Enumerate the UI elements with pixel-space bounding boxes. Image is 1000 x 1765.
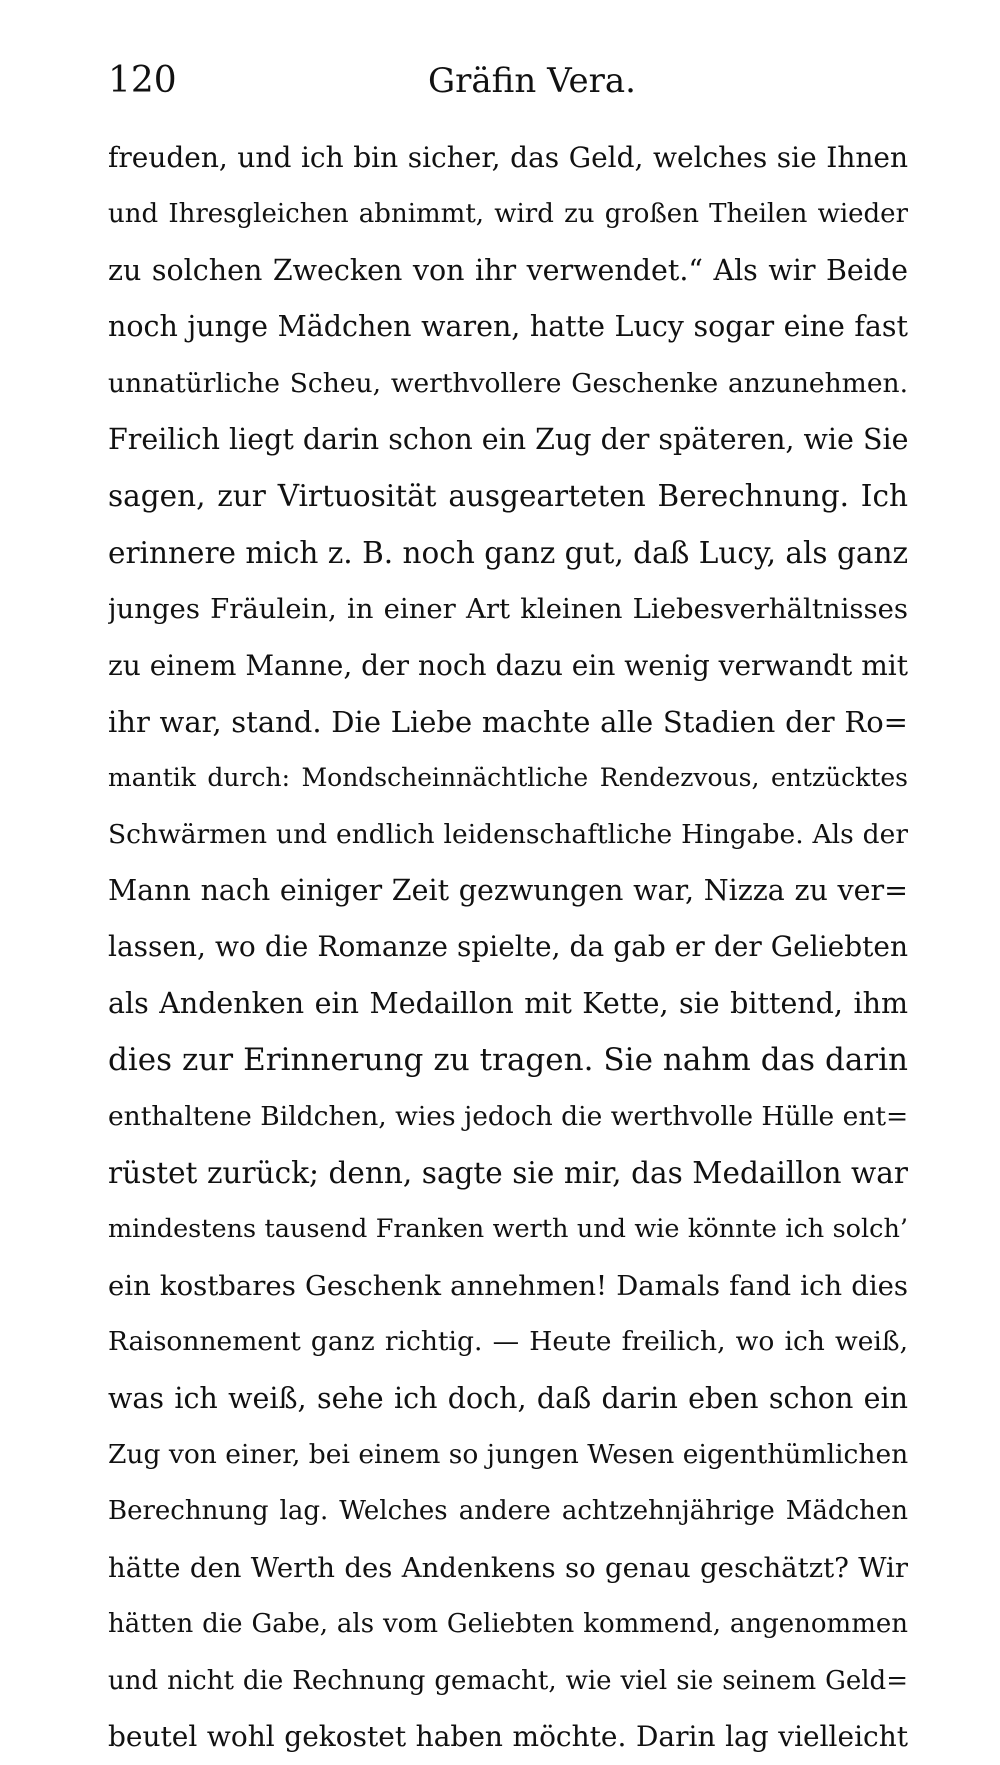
text-line: was ich weiß, sehe ich doch, daß darin eben schon ein — [108, 1381, 908, 1415]
text-line: Raisonnement ganz richtig. — Heute freilich, wo ich weiß, — [108, 1326, 908, 1358]
text-line: mantik durch: Mondscheinnächtliche Rendezvous, entzücktes — [108, 763, 908, 793]
text-line: erinnere mich z. B. noch ganz gut, daß Lucy, als ganz — [108, 535, 908, 570]
body-text — [108, 130, 908, 1765]
text-line: Schwärmen und endlich leidenschaftliche Hingabe. Als der — [108, 818, 908, 850]
text-line: dies zur Erinnerung zu tragen. Sie nahm das darin — [108, 1042, 908, 1079]
page-number: 120 — [108, 60, 177, 101]
text-line: junges Fräulein, in einer Art kleinen Liebesverhältnisses — [108, 593, 908, 626]
text-line: Freilich liegt darin schon ein Zug der späteren, wie Sie — [108, 422, 908, 456]
text-line: ihr war, stand. Die Liebe machte alle Stadien der Ro= — [108, 704, 908, 739]
text-line: Zug von einer, bei einem so jungen Wesen eigenthümlichen — [108, 1438, 908, 1470]
text-line: lassen, wo die Romanze spielte, da gab er der Geliebten — [108, 930, 908, 964]
text-line: sagen, zur Virtuosität ausgearteten Berechnung. Ich — [108, 479, 908, 514]
text-line: hätten die Gabe, als vom Geliebten kommend, angenommen — [108, 1609, 908, 1640]
text-line: und nicht die Rechnung gemacht, wie viel sie seinem Geld= — [108, 1665, 908, 1696]
text-line: enthaltene Bildchen, wies jedoch die werthvolle Hülle ent= — [108, 1100, 908, 1132]
text-line: Berechnung lag. Welches andere achtzehnjährige Mädchen — [108, 1496, 908, 1527]
text-line: zu einem Manne, der noch dazu ein wenig verwandt mit — [108, 648, 908, 682]
text-line: als Andenken ein Medaillon mit Kette, sie bittend, ihm — [108, 986, 908, 1020]
text-line: Mann nach einiger Zeit gezwungen war, Nizza zu ver= — [108, 874, 908, 908]
page-header — [108, 56, 908, 106]
text-line: noch junge Mädchen waren, hatte Lucy sogar eine fast — [108, 310, 908, 344]
text-line: hätte den Werth des Andenkens so genau geschätzt? Wir — [108, 1551, 908, 1584]
text-line: freuden, und ich bin sicher, das Geld, welches sie Ihnen — [108, 141, 908, 174]
running-title: Gräfin Vera. — [428, 61, 636, 101]
text-line: ein kostbares Geschenk annehmen! Damals fand ich dies — [108, 1269, 908, 1302]
text-line: mindestens tausend Franken werth und wie könnte ich solch’ — [108, 1214, 908, 1245]
text-line: rüstet zurück; denn, sagte sie mir, das Medaillon war — [108, 1156, 908, 1191]
text-line: beutel wohl gekostet haben möchte. Darin lag vielleicht — [108, 1719, 908, 1753]
text-line: zu solchen Zwecken von ihr verwendet.“ Als wir Beide — [108, 253, 908, 287]
text-line: und Ihresgleichen abnimmt, wird zu großen Theilen wieder — [108, 199, 908, 230]
text-line: unnatürliche Scheu, werthvollere Geschenke anzunehmen. — [108, 367, 908, 399]
